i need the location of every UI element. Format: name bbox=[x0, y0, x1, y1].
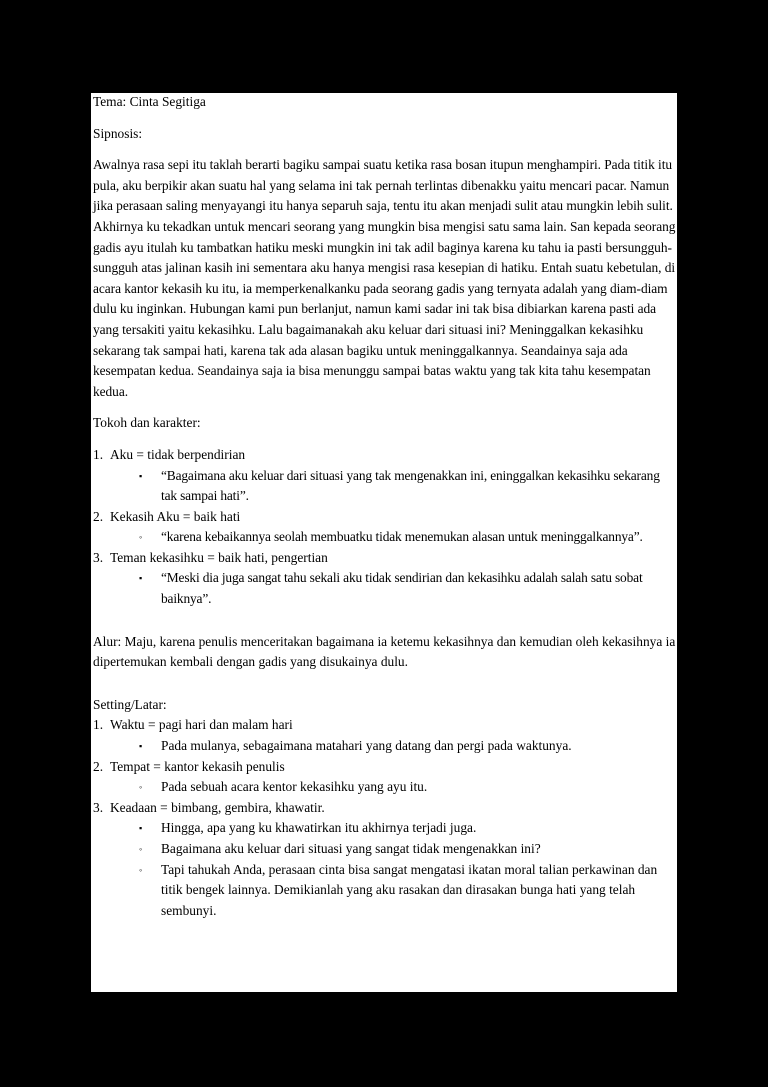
circle-bullet-icon: ◦ bbox=[139, 864, 143, 875]
setting-point-text: Pada sebuah acara kentor kekasihku yang ayu itu. bbox=[161, 779, 428, 795]
square-bullet-icon: ▪ bbox=[139, 573, 143, 584]
setting-point-text: Hingga, apa yang ku khawatirkan itu akhirnya terjadi juga. bbox=[161, 820, 477, 836]
character-label: Teman kekasihku = baik hati, pengertian bbox=[110, 549, 328, 565]
setting-label: Keadaan = bimbang, gembira, khawatir. bbox=[110, 799, 325, 815]
circle-bullet-icon: ◦ bbox=[139, 844, 143, 854]
plot-paragraph: Alur: Maju, karena penulis menceritakan bagaimana ia ketemu kekasihnya dan kemudian oleh kekasihnya ia dipertemukan kembali dengan gadis yang disukainya dulu. bbox=[93, 633, 676, 670]
character-quote: “Bagaimana aku keluar dari situasi yang tak mengenakkan ini, eninggalkan kekasihku sekarang tak sampai hati”. bbox=[161, 467, 660, 504]
setting-heading: Setting/Latar: bbox=[93, 696, 167, 712]
character-quote: “Meski dia juga sangat tahu sekali aku tidak sendirian dan kekasihku adalah salah satu sobat baiknya”. bbox=[161, 570, 643, 607]
circle-bullet-icon: ◦ bbox=[139, 532, 143, 543]
setting-item bbox=[93, 757, 677, 778]
setting-point-text: Bagaimana aku keluar dari situasi yang sangat tidak mengenakkan ini? bbox=[161, 841, 541, 856]
document-content bbox=[93, 93, 677, 921]
setting-point-text: Tapi tahukah Anda, perasaan cinta bisa sangat mengatasi ikatan moral talian perkawinan dan titik bengek lainnya. Demikianlah yang aku rasakan dan dirasakan bunga hati yang telah sembunyi. bbox=[161, 861, 658, 918]
setting-point bbox=[93, 777, 677, 798]
list-number: 1. bbox=[93, 717, 104, 733]
character-item bbox=[93, 445, 677, 466]
character-quote-item bbox=[93, 466, 677, 507]
square-bullet-icon: ▪ bbox=[139, 823, 143, 834]
square-bullet-icon: ▪ bbox=[139, 741, 143, 752]
list-number: 3. bbox=[93, 799, 104, 815]
setting-item bbox=[93, 798, 677, 819]
character-item bbox=[93, 548, 677, 569]
document-page bbox=[91, 93, 677, 992]
character-quote-item bbox=[93, 568, 677, 609]
character-item bbox=[93, 507, 677, 528]
setting-label: Waktu = pagi hari dan malam hari bbox=[110, 717, 293, 733]
synopsis-paragraph: Awalnya rasa sepi itu taklah berarti bagiku sampai suatu ketika rasa bosan itupun menghampiri. Pada titik itu pula, aku berpikir akan suatu hal yang selama ini tak pernah terlintas dibenakku yaitu mencari pacar. Namun jika perasaan saling menyayangi itu hanya separuh saja, tentu itu akan menjadi sulit atau mungkin lebih sulit. Akhirnya ku tekadkan untuk mencari seorang yang mungkin bisa mengisi satu sama lain. San kepada seorang gadis ayu itulah ku tambatkan hatiku meski mungkin ini tak adil baginya karena ku tahu ia pasti bersungguh-sungguh atas jalinan kasih ini sementara aku hanya mengisi rasa kesepian di hatiku. Entah suatu kebetulan, di acara kantor kekasih ku itu, ia memperkenalkanku pada seorang gadis yang ternyata adalah yang diam-diam dulu ku inginkan. Hubungan kami pun berlanjut, namun kami sadar ini tak bisa dibiarkan karena pasti ada yang tersakiti yaitu kekasihku. Lalu bagaimanakah aku keluar dari situasi ini? Meninggalkan kekasihku sekarang tak sampai hati, karena tak ada alasan bagiku untuk meninggalkannya. Seandainya saja ada kesempatan kedua. Seandainya saja ia bisa menunggu sampai batas waktu yang tak kita tahu kesempatan kedua. bbox=[93, 157, 676, 399]
character-quote: “karena kebaikannya seolah membuatku tidak menemukan alasan untuk meninggalkannya”. bbox=[161, 529, 643, 545]
list-number: 2. bbox=[93, 508, 104, 524]
theme-line: Tema: Cinta Segitiga bbox=[93, 94, 206, 109]
list-number: 1. bbox=[93, 446, 104, 462]
setting-point bbox=[93, 818, 677, 839]
synopsis-heading: Sipnosis: bbox=[93, 125, 143, 141]
list-number: 3. bbox=[93, 549, 104, 565]
setting-point bbox=[93, 736, 677, 757]
setting-label: Tempat = kantor kekasih penulis bbox=[110, 758, 285, 774]
characters-heading: Tokoh dan karakter: bbox=[93, 415, 201, 431]
setting-item bbox=[93, 715, 677, 736]
character-label: Kekasih Aku = baik hati bbox=[110, 508, 241, 524]
square-bullet-icon: ▪ bbox=[139, 470, 143, 481]
setting-point bbox=[93, 860, 677, 922]
character-label: Aku = tidak berpendirian bbox=[110, 446, 246, 462]
circle-bullet-icon: ◦ bbox=[139, 782, 143, 793]
setting-point-text: Pada mulanya, sebagaimana matahari yang datang dan pergi pada waktunya. bbox=[161, 738, 572, 754]
character-quote-item bbox=[93, 527, 677, 548]
setting-point bbox=[93, 839, 677, 860]
list-number: 2. bbox=[93, 758, 104, 774]
